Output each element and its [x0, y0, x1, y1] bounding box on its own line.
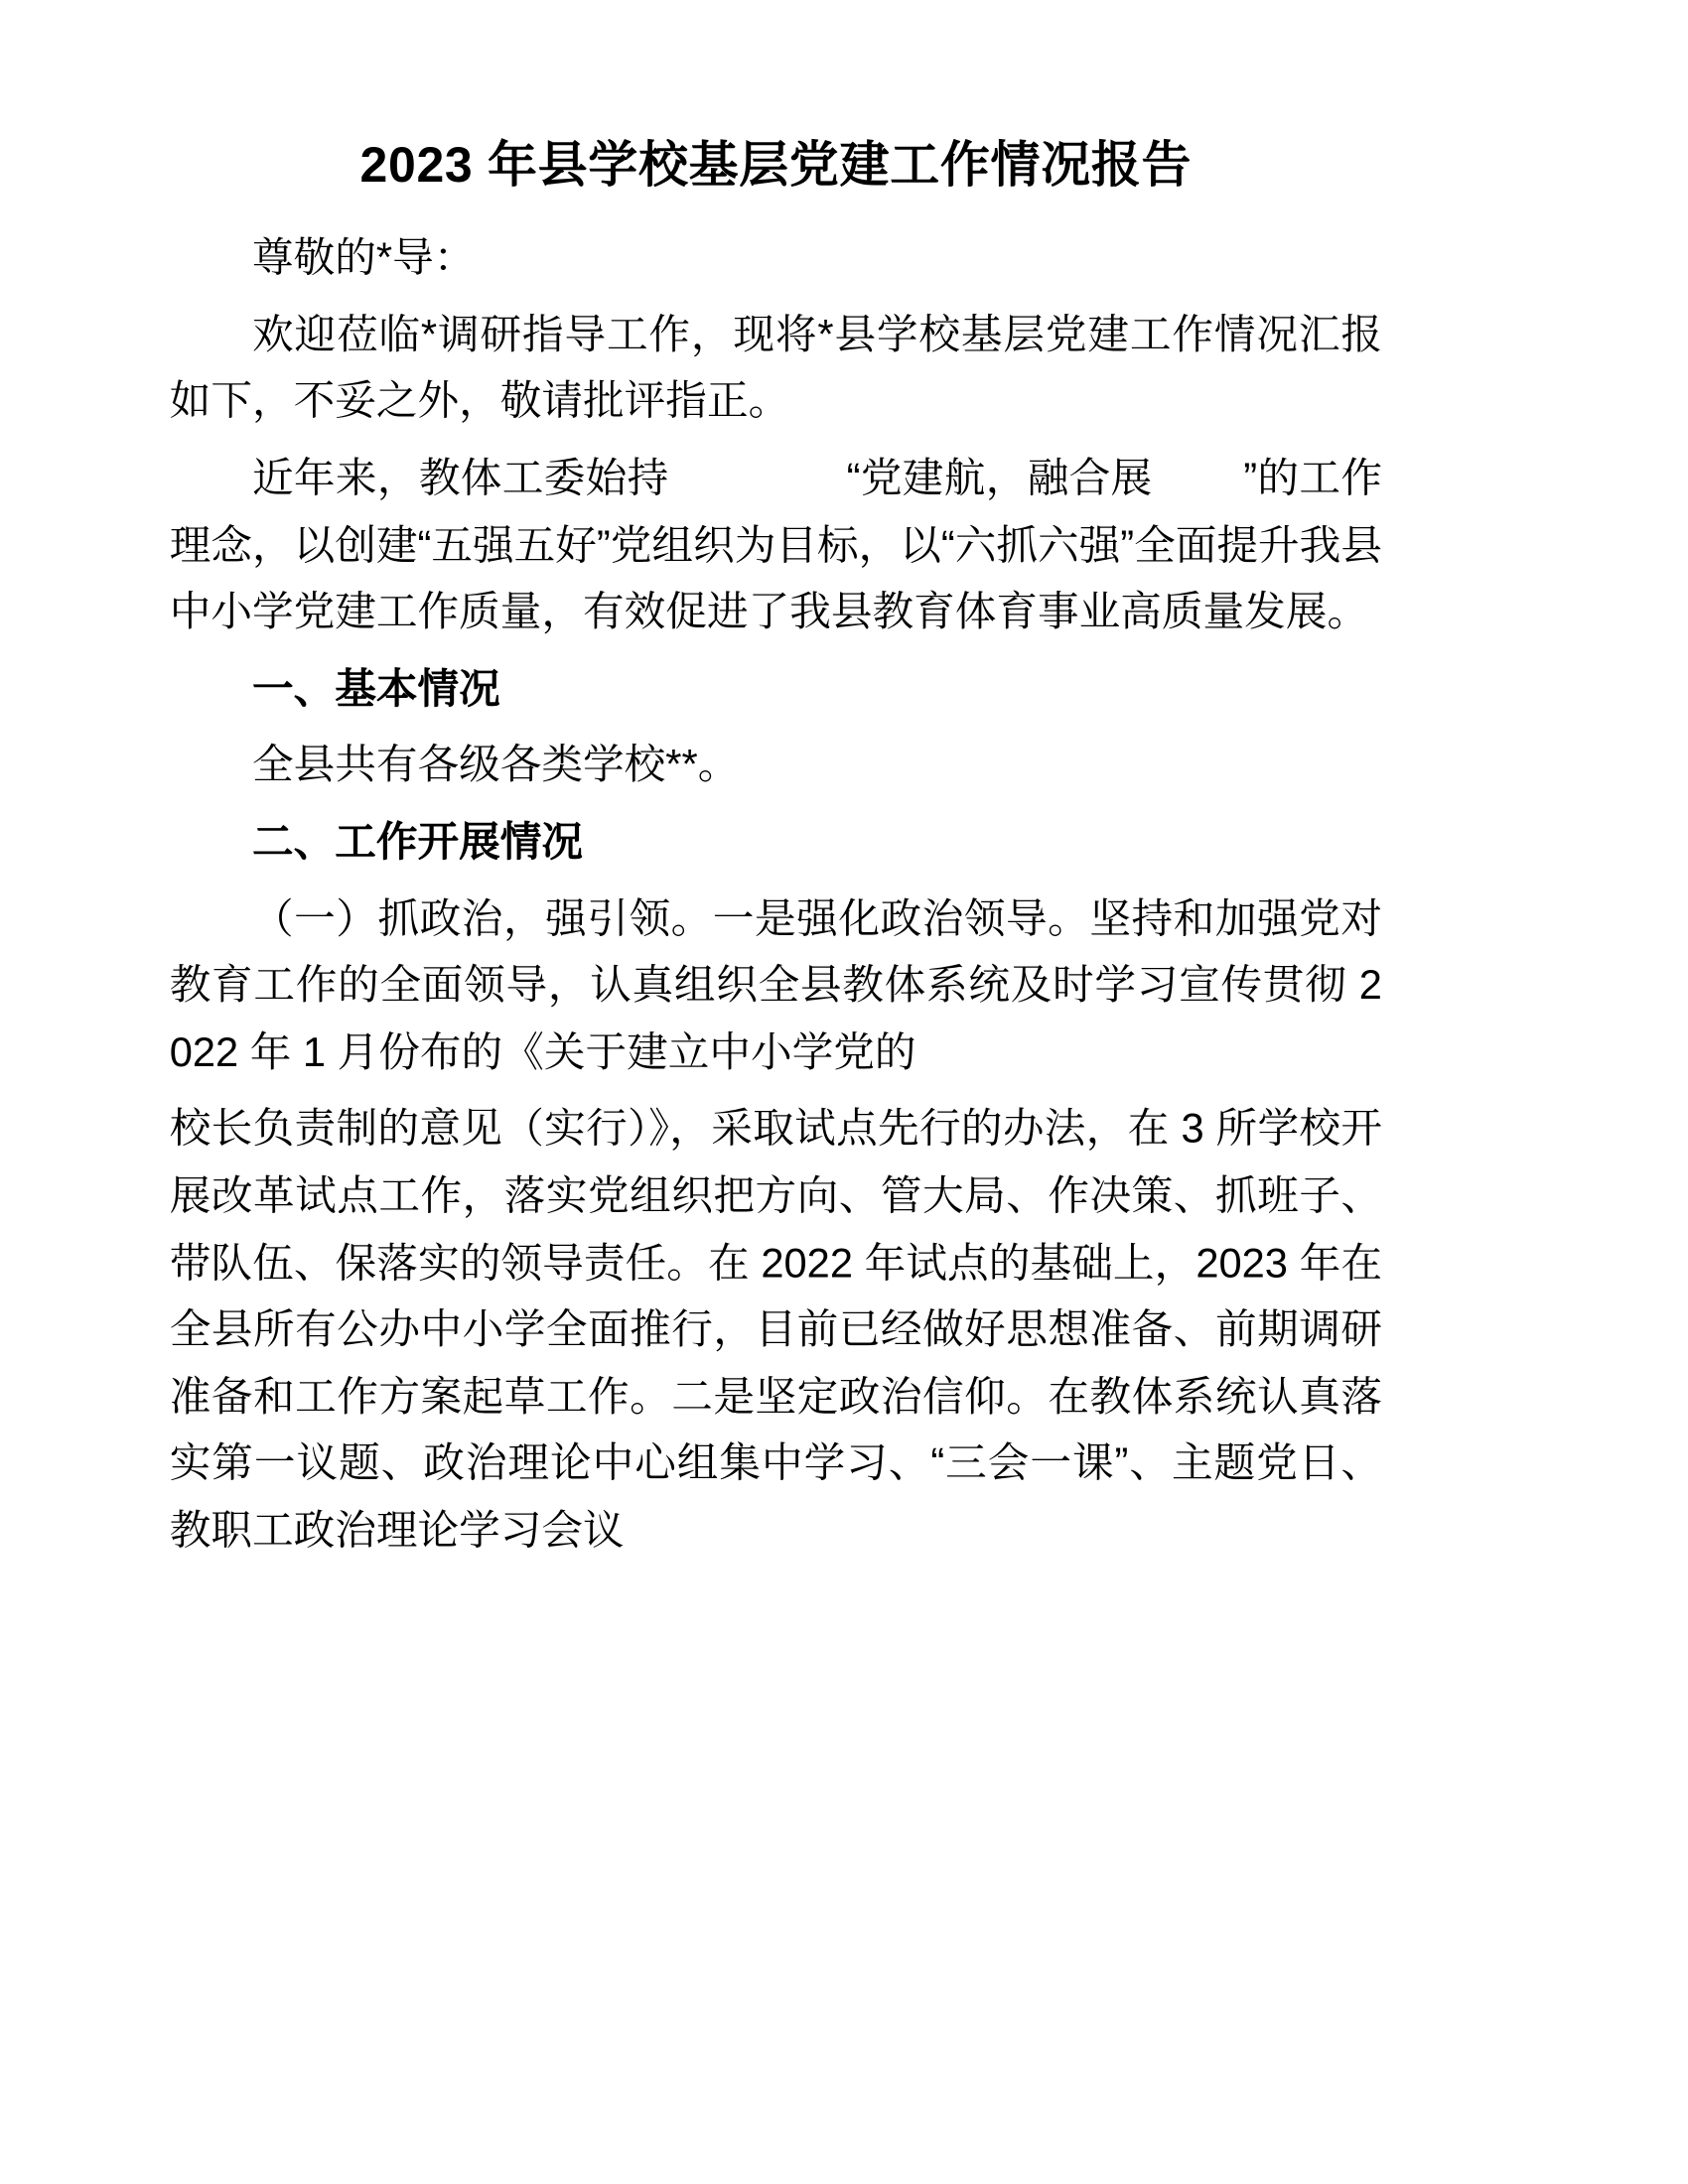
section-two-paragraph-a: （一）抓政治，强引领。一是强化政治领导。坚持和加强党对教育工作的全面领导，认真组织全县教体系统及时学习宣传贯彻 2022 年 1 月份布的《关于建立中小学党的 — [169, 895, 1382, 1076]
section-two-paragraph-b: 校长负责制的意见（实行）》，采取试点先行的办法，在 3 所学校开展改革试点工作，落实党组织把方向、管大局、作决策、抓班子、带队伍、保落实的领导责任。在 2022 年试点的基础上，2023 年在全县所有公办中小学全面推行，目前已经做好思想准备、前期调研准备和工作方案起草工作。二是坚定政治信仰。在教体系统认真落实第一议题、政治理论中心组集中学习、“三会一课”、主题党日、教职工政治理论学习会议 — [169, 1106, 1382, 1555]
philosophy-part-one: 近年来，教体工委始持 — [251, 456, 669, 502]
page-title: 2023 年县学校基层党建工作情况报告 — [359, 136, 1193, 194]
document-body — [170, 132, 1382, 1575]
section-one-paragraph: 全县共有各级各类学校**。 — [251, 743, 740, 789]
paragraph-philosophy — [170, 447, 1382, 647]
philosophy-part-two: “党建航，融合展 — [846, 456, 1153, 502]
section-heading-two: 二、工作开展情况 — [251, 819, 584, 866]
salutation: 尊敬的*导： — [251, 235, 476, 282]
section-heading-one: 一、基本情况 — [251, 666, 500, 713]
philosophy-part-three: ”的 — [1243, 456, 1300, 502]
paragraph-welcome: 欢迎莅临*调研指导工作，现将*县学校基层党建工作情况汇报如下，不妥之外，敬请批评指正。 — [169, 312, 1382, 426]
philosophy-rest: 工作理念，以创建“五强五好”党组织为目标，以“六抓六强”全面提升我县中小学党建工作质量，有效促进了我县教育体育事业高质量发展。 — [169, 456, 1382, 636]
